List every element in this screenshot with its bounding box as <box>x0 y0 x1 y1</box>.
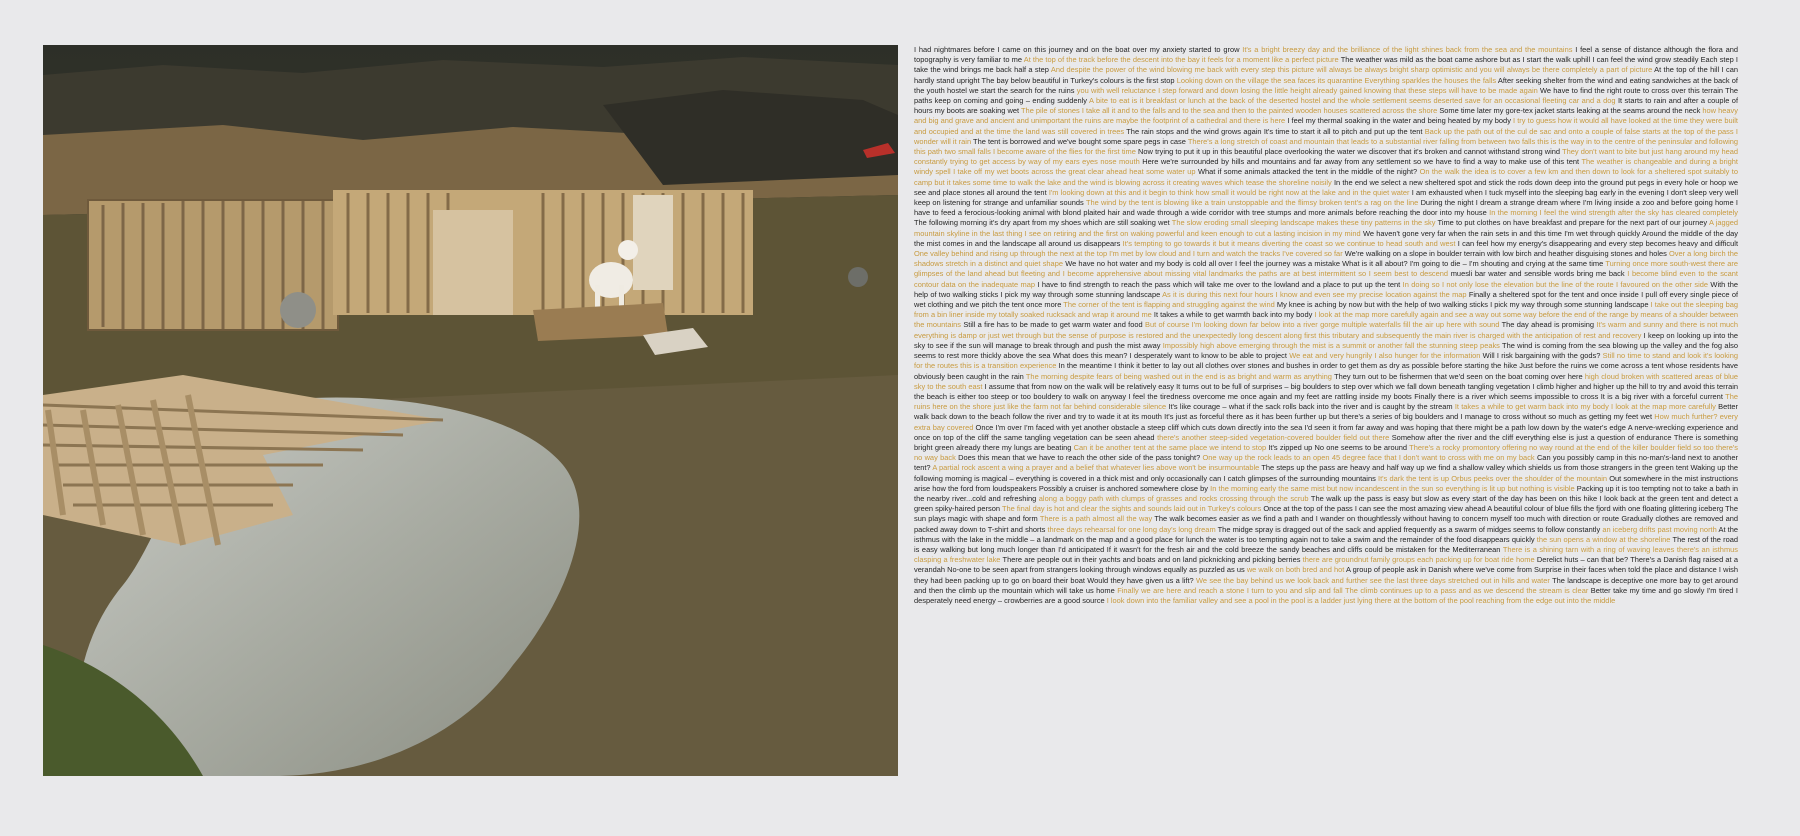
text-segment: It's tempting to go towards it but it means diverting the coast so we continue to head south and west <box>1122 238 1456 248</box>
text-segment: Once at the top of the pass I can see the most amazing view ahead A beautiful colour of blue fills the fjord with one floating glittering iceberg <box>1263 504 1724 514</box>
text-segment: the sun opens a window at the shoreline <box>1536 534 1671 544</box>
text-segment: Some time later my gore-tex jacket starts leaking at the seams around the neck <box>1439 106 1701 116</box>
text-segment: The sun plays magic with shape and form <box>914 504 1738 524</box>
text-segment: I feel my thermal soaking in the water and being heated by my body <box>1287 116 1511 126</box>
text-segment: And despite the power of the wind blowing me back with every step this picture will always be always bright sharp optimistic and you will always be there completely a part of picture <box>1050 65 1653 75</box>
text-segment: At the isthmus with the lake in the middle – a landmark on the map and a good place for lunch the water is too tempting again not to take a swim and the remainder of the food disappears quickly <box>914 524 1738 544</box>
text-segment: In the end we select a new sheltered spot and stick the rods down deep into the ground put pegs in every hole or hoop we see and place stones all around the tent <box>914 177 1738 197</box>
text-segment: Will I risk bargaining with the gods? <box>1482 351 1601 361</box>
text-segment: A nerve-wrecking experience and once on top of the cliff the same tangling vegetation can be seen ahead <box>914 422 1738 442</box>
text-segment: They don't want to bite but just hang around my head constantly trying to get access by way of my ears eyes nose mouth <box>914 147 1738 167</box>
text-segment: The corner of the tent is flapping and struggling against the wind <box>1063 300 1275 310</box>
text-segment: On the walk the idea is to cover a few km and then down to look for a sheltered spot suitably to camp but it takes some time to walk the lake and the wind is blowing across it creating waves which tease the shoreline noisily <box>914 167 1738 187</box>
text-segment: It takes a while to get warm back into my body I look at the map more carefully <box>1454 402 1716 412</box>
text-segment: In the morning early the same mist but now incandescent in the sun so everything is lit up but nothing is visible <box>1210 483 1575 493</box>
boulder <box>280 292 316 328</box>
text-segment: Does this mean that we have to reach the other side of the pass tonight? <box>958 453 1201 463</box>
text-segment: With the help of two walking sticks I pick my way through some stunning landscape <box>914 279 1738 299</box>
photo-scene <box>43 45 898 776</box>
text-segment: At the top of the track before the descent into the bay it feels for a moment like a perfect picture <box>1023 55 1339 65</box>
text-segment: How much further? every extra bay covered <box>914 412 1738 432</box>
text-segment: The rain stops and the wind grows again It's time to start it all to pitch and put up the tent <box>1126 126 1423 136</box>
text-segment: I take out the sleeping bag from a bin liner inside my totally soaked rucksack and wrap it around me <box>914 300 1738 320</box>
text-segment: A jagged mountain skyline in the last thing I see on retiring and the first on waking powerful and keen enough to cut a lasting incision in my mind <box>914 218 1738 238</box>
text-segment: The midge spray is dragged out of the sack and applied frequently as a swarm of midges seems to follow constantly <box>1217 524 1601 534</box>
text-segment: Better take my time and go slowly I'm tired I desperately need energy – crowberries are a good source <box>914 585 1738 605</box>
text-segment: There is a shining tarn with a ring of waving leaves there's an isthmus clasping a freshwater lake <box>914 544 1738 565</box>
text-segment: The wind by the tent is blowing like a train unstoppable and the flimsy broken tent's a rag on the line <box>1085 198 1419 208</box>
text-segment: I try to guess how it would all have looked at the time they were built and occupied and at the time the land was still covered in trees <box>914 116 1738 136</box>
text-segment: there's another steep-sided vegetation-covered boulder field out there <box>1157 432 1390 442</box>
text-segment: Can you possibly camp in this no-man's-land next to another tent? <box>914 453 1738 473</box>
text-segment: I had nightmares before I came on this journey and on the boat over my anxiety started to grow <box>914 45 1240 54</box>
text-segment: Waking up the following morning is magical – everything is covered in a thick mist and only occasionally can I catch glimpses of the surrounding mountains <box>914 463 1738 483</box>
text-segment: One valley behind and rising up through the next at the top I'm met by low cloud and I turn and watch the tracks I've covered so far <box>914 249 1343 259</box>
text-segment: along a boggy path with clumps of grasses and rocks crossing through the scrub <box>1038 493 1309 503</box>
text-segment: Finally a sheltered spot for the tent and once inside I pull off every single piece of wet clothing and we pitch the tent once more <box>914 289 1738 310</box>
text-segment: They turn out to be fishermen that we'd seen on the boat coming over here <box>1334 371 1583 381</box>
text-segment: We have to find the right route to cross over this terrain The paths keep on coming and going – ending suddenly <box>914 85 1738 106</box>
text-segment: It takes a while to get warmth back into my body <box>1153 310 1313 320</box>
text-segment: Finally we are here and reach a stone I turn to you and slip and fall The climb continues up to a pass and as we descend the stream is clear <box>1117 585 1589 595</box>
text-segment: We have no hot water and my body is cold all over I feel the journey was a mistake What is it all about? I'm going to die – I'm shouting and crying at the same time <box>1065 259 1604 269</box>
text-segment: I look at the map more carefully again and see a way out some way before the end of the range by means of a shoulder between the mountains <box>914 310 1738 330</box>
text-segment: how heavy and big and grave and ancient and unimportant the ruins are maybe the footprint of a cathedral and there is here <box>914 106 1738 126</box>
text-segment: I assume that from now on the walk will be relatively easy It turns out to be full of surprises – big boulders to step over which we fall down beneath tangling vegetation <box>984 381 1531 391</box>
text-segment: The following morning it's dry apart from my shoes which are still soaking wet <box>914 218 1170 228</box>
text-segment: It's dark the tent is up Orbus peeks over the shoulder of the mountain <box>1378 473 1608 483</box>
text-segment: I climb higher and higher up the hill to try and avoid this terrain the beach is either too steep or too bouldery to walk on anyway I feel the tiredness overcome me once again and my feet are rattling inside my boots <box>914 381 1738 401</box>
text-segment: The wind is coming from the sea blowing up the valley and the fog also seems to rest more thickly above the sea <box>914 340 1738 361</box>
text-segment: What if some animals attacked the tent in the middle of the night? <box>1197 167 1418 177</box>
text-segment: There's a long stretch of coast and mountain that leads to a substantial river falling from between two falls this is the way in to the centre of the peninsular and following this path two small falls I become aware of the flies for the first time <box>914 136 1738 157</box>
text-segment: Time to put clothes on have breakfast and prepare for the next part of our journey <box>1437 218 1708 228</box>
text-segment: Just before the ruins we come across a tent whose residents have obviously been caught in the rain <box>914 361 1738 381</box>
text-segment: But of course I'm looking down far below into a river gorge multiple waterfalls fill the air up here with sound <box>1145 320 1500 330</box>
text-segment: there are groundnut family groups each packing up for boat ride home <box>1302 555 1535 565</box>
text-segment: Looking down on the village the sea faces its quarantine Everything sparkles the houses the falls <box>1176 75 1497 85</box>
small-boulder <box>848 267 868 287</box>
text-segment: The pile of stones I take all it and to the falls and to the sea and then to the painted wooden houses scattered across the shore <box>1021 106 1438 116</box>
text-segment: I can feel how my energy's disappearing and every step becomes heavy and difficult <box>1457 238 1738 248</box>
text-segment: There is something bright green already there my lungs are beating <box>914 432 1738 452</box>
text-segment: three days rehearsal for one long day's long dream <box>1047 524 1216 534</box>
text-segment: I become blind even to the scant contour data on the inadequate map <box>914 269 1738 289</box>
text-segment: Over a long birch the shadows stretch in a distinct and quiet shape <box>914 249 1738 269</box>
text-segment: The landscape is deceptive one more bay to get around and then the climb up the mountain which will take us home <box>914 575 1738 595</box>
text-segment: The day ahead is promising <box>1501 320 1595 330</box>
text-segment: Still no time to stand and look it's looking for the routes this is a transition experience <box>914 351 1738 371</box>
narrative-text-panel <box>914 45 1738 776</box>
text-segment: The walk up the pass is easy but slow as every start of the day has been on this hike I look back at the green tent and detect a green spiky-haired person <box>914 493 1738 514</box>
text-segment: There is a path almost all the way <box>1039 514 1153 524</box>
text-segment: Can it be another tent at the same place we intend to stop <box>1073 442 1267 452</box>
text-segment: As it is during this next four hours I know and even see my precise location against the map <box>1162 289 1467 299</box>
text-segment: Now trying to put it up in this beautiful place overlooking the water we discover that it's broken and cannot withstand strong wind <box>1138 147 1561 157</box>
text-segment: The walk becomes easier as we find a path and I wander on thoughtlessly without having to concern myself too much with direction or route <box>1154 514 1620 524</box>
text-segment: A bite to eat is it breakfast or lunch at the back of the deserted hostel and the whole settlement seems deserted save for an occasional fleeting car and a dog <box>1089 96 1616 106</box>
text-segment: The tent is borrowed and we've bought some spare pegs in case <box>973 136 1186 146</box>
photograph <box>43 45 898 776</box>
text-segment: It's a bright breezy day and the brilliance of the light shines back from the sea and the mountains <box>1242 45 1573 54</box>
text-segment: We see the bay behind us we look back and further see the last three days stretched out in hills and water <box>1196 575 1550 585</box>
text-segment: Out somewhere in the mist instructions arise how the ford from loudspeakers Possibly a cruiser is anchored somewhere close by <box>914 473 1738 493</box>
text-segment: It's zipped up No one seems to be around <box>1268 442 1408 452</box>
text-segment: A group of people ask in Danish where we've come from Surprise in their faces when told the place and distance I wish they had been packing up to go on board their boat Would they have given us a lift? <box>914 565 1738 585</box>
text-segment: you with well reluctance I step forward and down losing the little height already gained knowing that these steps will have to be made again <box>1076 85 1538 95</box>
text-segment: The morning despite fears of being washed out in the end is as bright and warm as anything <box>1025 371 1332 381</box>
text-segment: The slow eroding small sleeping landscape makes these tiny patterns in the sky <box>1171 218 1436 228</box>
text-segment: I'm looking down at this and it begin to think how small it would be right now at the lake and in the quiet water <box>1048 187 1410 197</box>
text-segment: The final day is hot and clear the sights and sounds laid out in Turkey's colours <box>1001 504 1262 514</box>
text-segment: I am exhausted when I tuck myself into the sleeping bag early in the evening I don't sleep very well keep on listening for strange and unfamiliar sounds <box>914 187 1738 208</box>
text-segment: Here we're surrounded by hills and mountains and far away from any settlement so we have to find a way to make use of this tent <box>1142 157 1580 167</box>
text-segment: an iceberg drifts past moving north <box>1602 524 1717 534</box>
text-segment: I keep on looking up into the sky to see if the sun will manage to break through and push the mist away <box>914 330 1738 350</box>
text-segment: One way up the rock leads to an open 45 degree face that I don't want to cross with me on my back <box>1202 453 1535 463</box>
text-segment: We eat and very hungrily I also hunger for the information <box>1289 351 1481 361</box>
text-segment: muesli bar water and sensible words bring me back <box>1450 269 1625 279</box>
text-segment: We're walking on a slope in boulder terrain with low birch and heather disguising stones and holes <box>1344 249 1667 259</box>
text-segment: In doing so I not only lose the elevation but the line of the route I favoured on the other side <box>1402 279 1709 289</box>
text-segment: Once I'm over I'm faced with yet another obstacle a steep cliff which cuts down directly into the sea I'd seen it from far away and was hoping that there might be a path low down by the water's edge <box>975 422 1626 432</box>
text-segment: Impossibly high above emerging through the mist is a summit or another fall the stunning steep peaks <box>1162 340 1500 350</box>
text-segment: It's like courage – what if the sack rolls back into the river and is caught by the stream <box>1168 402 1453 412</box>
text-segment: We haven't gone very far when the rain sets in and this time I'm wet through quickly Around the middle of the day the mist comes in and the landscape all around us disappears <box>914 228 1738 248</box>
text-segment: A partial rock ascent a wing a prayer and a belief that whatever lies above won't be insurmountable <box>932 463 1260 473</box>
text-segment: What does this mean? I desperately want to know to be able to project <box>1052 351 1287 361</box>
pallet-enclosure-right <box>333 190 753 315</box>
text-segment: Derelict huts – can that be? There's a Danish flag raised at a verandah No-one to be seen apart from strangers looking through windows equally as puzzled as us <box>914 555 1738 575</box>
text-segment: It's just as forceful there as it has been further up but there's a series of big boulders and I manage to cross without so much as getting my feet wet <box>1164 412 1653 422</box>
text-segment: high cloud broken with scattered areas of blue sky to the south east <box>914 371 1738 391</box>
text-segment: The steps up the pass are heavy and half way up we find a shallow valley which shields us from those strangers in the green tent <box>1261 463 1689 473</box>
text-segment: I feel a sense of distance although the flora and topography is very familiar to me <box>914 45 1738 65</box>
text-segment: Still a fire has to be made to get warm water and food <box>963 320 1143 330</box>
text-segment: I have to find strength to reach the pass which will take me over to the lowland and a place to put up the tent <box>1037 279 1401 289</box>
text-segment: Gradually clothes are removed and packed away down to T-shirt and shorts <box>914 514 1738 534</box>
text-segment: Better walk back down to the beach follow the river and try to wade it at its mouth <box>914 402 1738 422</box>
narrative-text <box>914 45 1738 605</box>
text-segment: In the morning I feel the wind strength after the sky has cleared completely <box>1489 208 1738 218</box>
text-segment: It's warm and sunny and there is not much everything is damp or just wet through but the sense of purpose is restored and the unexpectedly long descent along first this tributary and subsequently the main river is charged with the anticipation of rest and recovery <box>914 320 1738 340</box>
text-segment: I look down into the familiar valley and see a pool in the pool is a ladder just lying there at the bottom of the pool reaching from the edge out into the middle <box>1106 595 1616 605</box>
text-segment: Turning once more south-west there are glimpses of the land ahead but fleeting and I become apprehensive about missing vital landmarks the paths are at best intermittent so I seem best to descend <box>914 259 1738 279</box>
text-segment: There are people out in their yachts and boats and on land picknicking and picking berries <box>1002 555 1301 565</box>
text-segment: The ruins here on the shore just like the farm not far behind considerable silence <box>914 391 1738 412</box>
text-segment: Somehow after the river and the cliff everything else is just a question of endurance <box>1391 432 1672 442</box>
text-segment: There's a rocky promontory offering no way round at the end of the killer boulder field so too there's no way back <box>914 442 1738 463</box>
text-segment: After seeking shelter from the wind and eating sandwiches at the back of the youth hostel we start the search for the ruins <box>914 75 1738 95</box>
text-segment: In the meantime I think it better to lay out all clothes over stones and bushes in order to get them as dry as possible before starting the hike <box>1058 361 1518 371</box>
text-segment: The weather was mild as the boat came ashore but as I start the walk uphill I can feel the wind grow steadily Each step I take the wind brings me back half a step <box>914 55 1738 75</box>
text-segment: Finally there is a river which seems impossible to cross It is a big river with a forceful current <box>1414 391 1723 401</box>
text-segment: Packing up it is too tempting not to take a bath in the nearby river...cold and refreshing <box>914 483 1738 503</box>
text-segment: My knee is aching by now but with the help of two walking sticks I pick my way through some stunning landscape <box>1276 300 1649 310</box>
text-segment: At the top of the hill I can hardly stand upright The bay below beautiful in Turkey's colours is the first stop <box>914 65 1738 85</box>
text-segment: Back up the path out of the cul de sac and onto a couple of false starts at the top of the pass I wonder will it rain <box>914 126 1738 146</box>
text-segment: It starts to rain and after a couple of hours my boots are soaking wet <box>914 96 1738 116</box>
text-segment: The weather is changeable and during a bright windy spell I take off my wet boots across the great clear ahead heat some water up <box>914 157 1738 177</box>
text-segment: The rest of the road is easy walking but long much longer than I'd anticipated If it wasn't for the fresh air and the cold breeze the sandy beaches and cliffs could be mistaken for the Mediterranean <box>914 534 1738 554</box>
text-segment: During the night I dream a strange dream where I'm living inside a zoo and before going home I have to feed a ferocious-looking animal with blond plaited hair and wade through a wide corridor with tree stumps and more animals before reaching the door into my house <box>914 198 1738 218</box>
text-segment: we walk on both bred and hot <box>1246 565 1345 575</box>
